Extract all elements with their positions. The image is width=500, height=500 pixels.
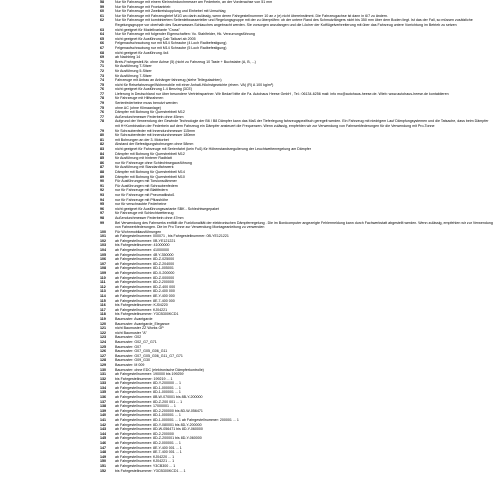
note-number: 111: [100, 280, 106, 285]
note-text: ohne AC (ohne Klimaanlage): [115, 105, 161, 110]
note-number: 117: [100, 307, 106, 312]
note-text: ab Fahrgestellnummer: 8D-1-005001: [115, 266, 174, 271]
note-text: Für Ausführungen mit Schraubenfedern: [115, 183, 178, 188]
note-number: 63: [100, 27, 104, 32]
note-number: 107: [100, 261, 106, 266]
note-text: ab Fahrgestellnummer: 8D-Z-200001 bis 8D-Y-060000: [115, 436, 202, 441]
note-text: Außendurchmesser Federbein ohne 45mm: [115, 114, 184, 119]
note-number: 127: [100, 353, 106, 358]
note-number: 130: [100, 367, 106, 372]
note-text: ab Fahrgestellnummer: 8D-Y-200000 ... 1: [115, 381, 181, 386]
note-number: 132: [100, 376, 106, 381]
note-number: 77: [100, 114, 104, 119]
note-text: ab Fahrgestellnummer: 8D-2-200000: [115, 280, 174, 285]
note-text: Baumuster: G07: [115, 344, 142, 349]
note-text: Felgenaufschraubung nur mit M14 Schraube (5 Loch Radbefestigung): [115, 45, 227, 50]
note-text: Baumuster: ohne EDC (elektronische Dämpferkontrolle): [115, 367, 204, 372]
note-text: ab Fahrgestellnummer: 8D-2-200000 bis 8D-W-056471: [115, 408, 203, 413]
note-number: 118: [100, 312, 106, 317]
note-text: nicht geeignet für Ausführung 4x4: [115, 50, 169, 55]
note-number: 109: [100, 271, 106, 276]
note-number: 151: [100, 463, 106, 468]
note-text: für Ausführung 7-Sitzer: [115, 73, 152, 78]
note-number: 129: [100, 362, 106, 367]
note-number: 124: [100, 339, 106, 344]
note-text: Abstand der Befestigungsbohrungen ohne 58mm: [115, 142, 194, 147]
note-text: Fahrzeuge mit Anbau an Anhänger fahrzeug (siehe Teilegutachten): [115, 78, 222, 83]
note-text: Serienfederbeine muss benutzt werden: [115, 101, 178, 106]
note-text: nicht geeignet für Ausführung 1.4 Benzing (3CE): [115, 87, 193, 92]
note-text: nicht Baumuster ZZ Works GP: [115, 326, 164, 331]
note-number: 61: [100, 13, 104, 18]
note-text: ab Fahrgestellnummer: 41000000: [115, 248, 169, 253]
note-text: für Ausführung T-Sitzer: [115, 64, 152, 69]
note-text: Nur für Fahrzeuge mit einem Kleinrohrdurchmesser am Federbein, an der Vorderachse von 51 mm: [115, 0, 273, 4]
note-text: ab Fahrgestellnummer: 8D-W-056471 bis 8D-Y-060000: [115, 427, 203, 432]
note-text: ab Fahrgestellnummer: 8D-Z-025000: [115, 257, 175, 262]
note-number: 76: [100, 87, 104, 92]
note-text: ab Fahrgestellnummer: 8D-Z-400 000: [115, 284, 176, 289]
note-number: 76: [100, 110, 104, 115]
note-number: 90: [100, 179, 104, 184]
note-text: Baumuster: M 009: [115, 362, 145, 367]
note-number: 139: [100, 408, 106, 413]
note-text: Breiv-Frahrgestell-Nr. ohne Achse (5) (nicht zu Fahrzeug 10 Taste + Buchstabe (A, B, ...): [115, 59, 256, 64]
note-number: 78: [100, 119, 104, 124]
note-number: 97: [100, 211, 104, 216]
note-number: 87: [100, 165, 104, 170]
note-text: nur für Fahrzeuge mit Pneumatikstoß: [115, 192, 175, 197]
note-text: nicht Baumuster "A": [115, 330, 147, 335]
note-number: 116: [100, 303, 106, 308]
note-number: 144: [100, 431, 106, 436]
note-text: Dämpfer mit Bohrung für Querstrebbeil M14: [115, 169, 185, 174]
note-text: ab Fahrgestellnummer: 8D-Z-200 001 ... 1: [115, 399, 183, 404]
note-number: 86: [100, 160, 104, 165]
note-text: für Ausführung mit hinterer Radblatt: [115, 156, 172, 161]
note-number: 110: [100, 275, 106, 280]
note-text: bis Fahrgestellnummer: 41000000: [115, 243, 170, 248]
note-number: 147: [100, 445, 106, 450]
note-number: 70: [100, 59, 104, 64]
note-number: 115: [100, 298, 106, 303]
note-number: 152: [100, 468, 106, 473]
note-text: ab Fahrgestellnummer: 8D-1-000001 ... 1: [115, 390, 181, 395]
note-text: bis Fahrgestellnummer: Y3CB300KCD1 ... 1: [115, 468, 186, 473]
note-text: nicht geeignet für Ausführungsvariante SBK - Schlechtwegepaket: [115, 206, 219, 211]
note-text: Lieferung in Deutschland nur über besondere Vertriebspartner. Wir Bedarf bitte die Fa. Autohaus Heese GmbH , Tel.: 06134-6256 mail: info mo@autohaus-heese.de. Wieb: www.autohaus-heese.de kontaktieren: [115, 91, 449, 96]
note-number: 104: [100, 248, 106, 253]
note-text: nur für verschraubte Federbeine: [115, 202, 167, 207]
note-row: [100, 469, 500, 474]
note-number: 77: [100, 91, 104, 96]
note-number: 122: [100, 330, 106, 335]
note-number: 103: [100, 243, 106, 248]
note-number: 81: [100, 137, 104, 142]
note-number: 64: [100, 32, 104, 37]
note-text: Felgenaufschraubung nur mit M14 Schraube (4 Loch Radbefestigung): [115, 41, 227, 46]
note-number: 119: [100, 316, 106, 321]
note-text: für Ausführung 5-Sitzer: [115, 68, 152, 73]
note-text: ab Fahrgestellnummer: Y3CB300 ... 1: [115, 463, 176, 468]
note-number: 102: [100, 238, 106, 243]
note-text: für Fahrzeuge mit Hilfsrahmen: [115, 96, 164, 101]
note-text: ab Fahrgestellnummer: 8D-Y-080001 bis 8D-Y-200000: [115, 422, 202, 427]
note-number: 60: [100, 9, 104, 14]
note-number: 120: [100, 321, 106, 326]
note-number: 91: [100, 183, 104, 188]
note-text: ab Fahrgestellnummer: 8B-W-070001 bis 8B-Y-200000: [115, 395, 203, 400]
note-number: 82: [100, 142, 104, 147]
note-text: ab Fahrgestellnummer: 8E-7-400 000: [115, 298, 175, 303]
note-text: Nur für Fahrzeuge mit Frontantrieb: [115, 4, 171, 9]
note-number: 114: [100, 294, 106, 298]
notes-document: [100, 0, 500, 500]
note-text: Dämpfer mit Bohrung für Querstrebbeil M10: [115, 174, 185, 179]
note-text: Aufgrund der Verwendung der Gewinde Technologie der B6 / B8 Dämpfer kann das Maß der Tieferlegung fahrzeugspezifisch geregelt werden. Ein Fahrzeug mit niedrigem Lauf Dämpfungsystemen und die Tatsache, dass beim Dämpfer mit H+Kombination der Federbein auf dem Fahrzeug ein Dämpfer ansteuert die Frequenzen. Wenn zulässig, empfehlen wir zur Verwendung von Fahrwerkfederungen für die Verwendung mit Pro-Tonne: [115, 119, 489, 129]
note-number: 95: [100, 202, 104, 207]
note-number: 75: [100, 105, 104, 110]
note-text: nur für Fahrzeuge mit Pflusshöhe: [115, 197, 169, 202]
note-number: 85: [100, 156, 104, 161]
note-text: Außendurchmesser Federbein ohne 47mm: [115, 215, 184, 220]
note-text: ab Fahrgestellnummer: 8E-Y-400 000: [115, 294, 175, 298]
note-text: mit Bohrungen an der 3. Motorbet: [115, 137, 169, 142]
note-number: 98: [100, 215, 104, 220]
note-number: 108: [100, 266, 106, 271]
note-text: ab Fahrgestellnummer: 8D-Z-204000: [115, 261, 175, 266]
note-number: 66: [100, 41, 104, 46]
note-number: 148: [100, 450, 106, 455]
note-number: 123: [100, 335, 106, 340]
note-number: 138: [100, 404, 106, 409]
note-number: 73: [100, 73, 104, 78]
note-number: 78: [100, 96, 104, 101]
note-number: 131: [100, 372, 106, 377]
note-text: Baumuster: G09_G30: [115, 358, 150, 363]
note-number: 150: [100, 459, 106, 464]
note-number: 145: [100, 436, 106, 441]
note-number: 113: [100, 289, 106, 294]
note-number: 128: [100, 358, 106, 363]
note-number: 74: [100, 78, 104, 83]
note-text: Baumuster: G07_G05_G06_G11_G7_G71: [115, 353, 183, 358]
note-number: 59: [100, 4, 104, 9]
note-number: 58: [100, 0, 104, 4]
note-text: Nur für Fahrzeuge mit kombiniertem Seitenleitwasserteller und Regelungsgruppe mit der zu überprüfen: ob der untere Rand des Schmutzfängers nicht bis 350 mm über dem Boden liegt. Ist das der Fall, so müssen zusätzliche Regelungsgruppe vor oberhalb des Sauerwasser-Schlauches angebracht werden. Sie vorsorgen anzufangen und die Löcher der Kotflügelverbreiterung mit über das Fahrzeug untere Vorrichtung im Betrieb zu setzen: [115, 18, 473, 27]
note-number: 105: [100, 252, 106, 257]
note-text: ab Fahrgestellnummer: 8D-2-200000: [115, 431, 174, 436]
note-text: ab Fahrgestellnummer: 8E-Y-400 001 ... 1: [115, 445, 182, 450]
note-number: 134: [100, 385, 106, 390]
note-number: 125: [100, 344, 106, 349]
note-number: 67: [100, 45, 104, 50]
note-text: ab Fahrgestellnummer: 8D-X-200000: [115, 271, 175, 276]
note-text: ab Fahrgestellnummer: 8D-2-000001 ... 1: [115, 441, 181, 445]
note-number: 135: [100, 390, 106, 395]
note-row: [100, 119, 500, 128]
note-number: 89: [100, 174, 104, 179]
note-number: 96: [100, 206, 104, 211]
note-number: 141: [100, 418, 106, 423]
note-text: für Schraubenfeder mit Innendurchmesser 115mm: [115, 128, 196, 133]
note-text: ab Fahrgestellnummer: 8D-Z-000000: [115, 275, 175, 280]
note-number: 94: [100, 197, 104, 202]
note-text: nur für Fahrzeuge ohne Schlechtwegausführung: [115, 160, 192, 165]
note-number: 84: [100, 151, 104, 156]
note-text: bis Fahrgestellnummer: KJ04220: [115, 303, 168, 308]
note-text: Nur für Fahrzeuge mit folgender Eigenschaften: Vo. Stahlfelder, Hk. Verzurrungsführung: [115, 32, 255, 37]
note-number: 92: [100, 188, 104, 193]
note-text: nicht geeignet für Modellvariante "Cross": [115, 27, 180, 32]
note-text: Bei Verwendung des Fahrwerks entfällt die Funktionalität der elektronischen Dämpferregelung . Die im Bordcomputer angezeigte Fehlermeldung kann durch Fachwerkstatt abgestellt werden. Wenn zulässig, empfehlen wir zur Verwendung von Fahrwerkfederungen. Die im Pro Tonne zur Verwendung Montageanleitung zu verwenden: [115, 220, 493, 230]
note-number: 79: [100, 101, 104, 106]
note-text: bis Fahrgestellnummer: Y3CB300KCD1: [115, 312, 179, 317]
note-text: für Ausführung mit Standardfahrwerk: [115, 165, 174, 170]
note-number: 88: [100, 169, 104, 174]
note-row: [100, 221, 500, 230]
note-text: Für Wohnmobilausführungen: [115, 229, 162, 234]
note-text: ab Fahrgestellnummer: KJ04221: [115, 307, 168, 312]
note-text: ab Fahrgestellnummer: 8D-1-000001 ... 1: [115, 385, 181, 390]
note-text: ab Fahrgestellnummer: 8D-1-000001 ... 1: [115, 413, 181, 418]
note-text: Baumuster: G02: [115, 335, 142, 340]
note-text: für Schraubenfeder mit Innendurchmesser 180mm: [115, 133, 196, 138]
note-number: 80: [100, 133, 104, 138]
note-text: Dämpfer mit Bohrung für Querstrebbeil M12: [115, 151, 185, 156]
note-text: Baumuster: G02_G7_G71: [115, 339, 157, 344]
note-number: 106: [100, 257, 106, 262]
note-text: Baumuster: Avantgarde_Elegance: [115, 321, 170, 326]
note-number: 69: [100, 55, 104, 60]
note-text: ab Fahrgestellnummer: 0B-YE121221: [115, 238, 176, 243]
note-number: 146: [100, 441, 106, 445]
note-text: ab Fahrgestellnummer: 4B Y-350000: [115, 252, 174, 257]
note-number: 72: [100, 68, 104, 73]
note-text: Für Ausführungen mit Torsionsdämmer: [115, 179, 177, 184]
note-text: nicht für Reisefahrzeuge/Wohnmobile mit einer Anhalt-Höchstgewichte (ehem. VA) (R) A 100 kg/m²): [115, 82, 274, 87]
note-text: bis Fahrgestellnummer: 199219 ... 1: [115, 376, 173, 381]
note-row: [100, 18, 500, 27]
note-text: ab Nachlrieg 14: [115, 55, 141, 60]
note-text: für Fahrzeuge mit Schlechtwetterzug: [115, 211, 174, 216]
note-number: 126: [100, 349, 106, 354]
note-text: Baumuster: Avantgarde: [115, 316, 153, 321]
note-text: ab Fahrgestellnummer: 000071 , bis Fahrgestellnummer: 0B-YE121221: [115, 234, 229, 239]
note-number: 140: [100, 413, 106, 418]
note-text: nicht geeignet für Fahrzeuge mit Serienfahrt (kein Fuß) für Höhenstandsregulierung der Leuchtweitenregelung am Dämpfer: [115, 147, 311, 151]
note-number: 83: [100, 147, 104, 151]
note-text: ab Fahrgestellnummer: 190000 bis 199259: [115, 372, 184, 377]
note-number: 101: [100, 234, 106, 239]
note-number: 149: [100, 454, 106, 459]
note-text: ab Fahrgestellnummer: KJ04220 ... 1: [115, 454, 175, 459]
note-number: 75: [100, 82, 104, 87]
note-text: ab Fahrgestellnummer: 8E-7-400 001 ... 1: [115, 450, 182, 455]
note-number: 62: [100, 18, 104, 23]
note-text: ab Fahrgestellnummer: 8D-1-000001 ... 1 ab Fahrgestellnummer: 200001 ... 1: [115, 418, 239, 423]
note-number: 79: [100, 128, 104, 133]
note-number: 112: [100, 284, 106, 289]
note-text: ab Fahrgestellnummer: 8D-2-400 000: [115, 289, 175, 294]
note-text: nicht geeignet für Ausführung Cab Tailcart ab 2005: [115, 36, 196, 41]
note-text: ab Fahrgestellnummer: KJ04221 ... 1: [115, 459, 175, 464]
note-text: ab Fahrgestellnummer: 17000001 ... 1: [115, 404, 176, 409]
note-number: 65: [100, 36, 104, 41]
note-text: Nur für Fahrzeuge mit Fahrzeugbrief M1G wo darin zulässig, wenn deren Fahrgestellnummer 10 an z (e) nicht übereinstimmt. Die Fahrzeugachse ist dann in 6/7 zu ändern.: [115, 13, 389, 18]
note-number: 136: [100, 395, 106, 400]
note-number: 99: [100, 220, 104, 225]
note-number: 133: [100, 381, 106, 386]
note-text: nur für Fahrzeuge mit Blattfedern: [115, 188, 168, 193]
note-number: 137: [100, 399, 106, 404]
note-text: Dämpfer mit Bohrung für Querstrebbeil M12: [115, 110, 185, 115]
note-number: 71: [100, 64, 104, 69]
note-number: 121: [100, 326, 106, 331]
note-number: 142: [100, 422, 106, 427]
note-number: 100: [100, 229, 106, 234]
note-number: 68: [100, 50, 104, 55]
note-text: Nur für Fahrzeuge mit Zweikreiskupplung und Einhebel mit Umschlag: [115, 9, 226, 14]
note-number: 93: [100, 192, 104, 197]
note-text: Baumuster: G07_G05_G06_G11: [115, 349, 168, 354]
note-number: 143: [100, 427, 106, 432]
